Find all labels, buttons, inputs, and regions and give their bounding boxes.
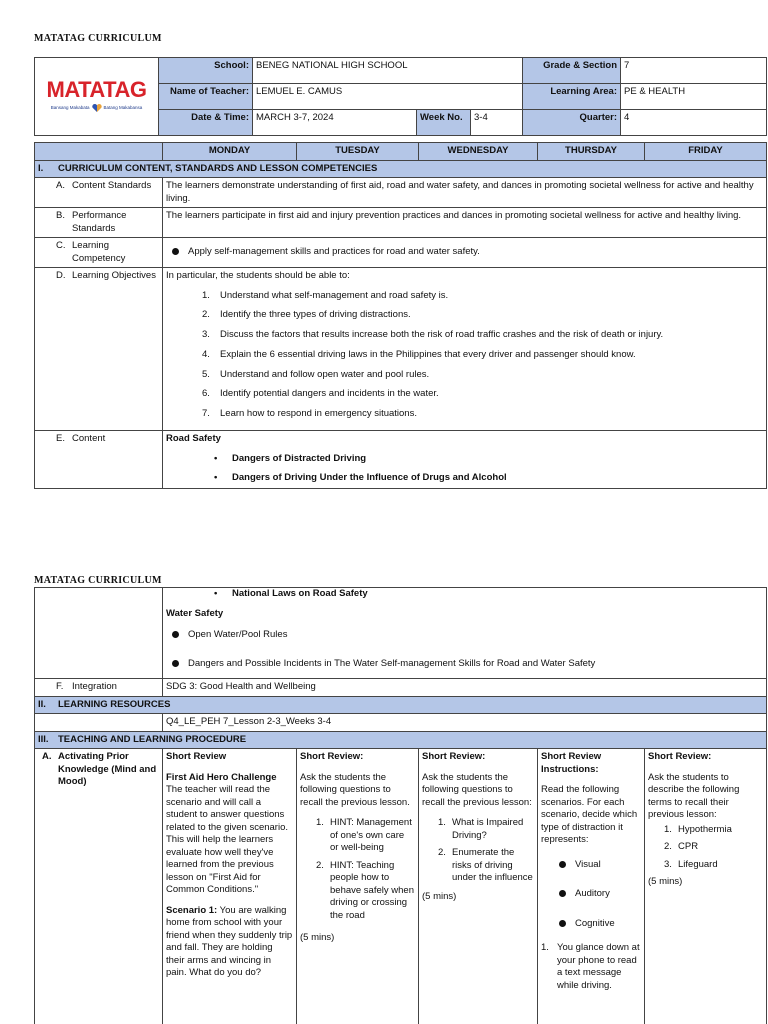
logo (35, 58, 159, 136)
teacher-label: Name of Teacher: (159, 84, 253, 110)
content-item: • Dangers of Distracted Driving (214, 452, 367, 464)
quarter-value: 4 (621, 110, 767, 136)
content-label: E. Content (35, 431, 163, 489)
performance-standards-text: The learners participate in first aid and injury prevention practices and dances in promoting societal wellness for active and healthy living. (163, 208, 767, 238)
section-heading: III. TEACHING AND LEARNING PROCEDURE (35, 731, 767, 749)
teacher-value: LEMUEL E. CAMUS (253, 84, 523, 110)
area-label: Learning Area: (523, 84, 621, 110)
curriculum-label: MATATAG CURRICULUM (34, 33, 162, 44)
school-label: School: (159, 58, 253, 84)
quarter-label: Quarter: (523, 110, 621, 136)
curriculum-label: MATATAG CURRICULUM (34, 575, 162, 586)
competency-text: Apply self-management skills and practices for road and water safety. (188, 246, 480, 258)
road-item: • National Laws on Road Safety (214, 588, 368, 599)
activating-monday: Short Review First Aid Hero Challenge The teacher will read the scenario and will call a student to answer questions related to the given scenario. This will help the learners evaluate how well they've learned from the previous lesson on "First Aid for Common Conditions." Scenario 1: You are walking home from school with your friend when they suddenly trip and fall. They are holding their arms and wincing in pain. What do you do? (163, 749, 297, 1024)
logo-wordmark: MATATAG (46, 76, 147, 102)
objectives-intro: In particular, the students should be able to: (166, 270, 350, 281)
objective-item: 6. Identify potential dangers and incidents in the water. (202, 388, 439, 400)
objectives-cell (163, 268, 767, 431)
performance-standards-label: B. Performance Standards (35, 208, 163, 238)
objectives-list (202, 290, 763, 421)
activating-label: A. Activating Prior Knowledge (Mind and Mood) (35, 749, 163, 1024)
date-value: MARCH 3-7, 2024 (253, 110, 417, 136)
activating-thursday: Short Review Instructions: Read the following scenarios. For each scenario, decide which type of distraction it represents: Visual Auditory Cognitive 1. You glance down at your phone to read a text message while driving. (538, 749, 645, 1024)
date-label: Date & Time: (159, 110, 253, 136)
content-item: • Dangers of Driving Under the Influence of Drugs and Alcohol (214, 472, 507, 484)
objective-item: 1. Understand what self-management and road safety is. (202, 289, 449, 301)
water-item: Dangers and Possible Incidents in The Water Self-management Skills for Road and Water Safety (170, 658, 763, 671)
day-friday: FRIDAY (645, 143, 767, 161)
school-value: BENEG NATIONAL HIGH SCHOOL (253, 58, 523, 84)
lesson-table-page1 (34, 142, 767, 489)
day-monday: MONDAY (163, 143, 297, 161)
activating-friday: Short Review: Ask the students to describe the following terms to recall their previous lesson: 1. Hypothermia 2. CPR 3. Lifeguard (5 mins) (645, 749, 767, 1024)
objective-item: 3. Discuss the factors that results increase both the risk of road traffic crashes and the risk of death or injury. (202, 329, 664, 341)
logo-tagline-right: Batang Makabansa (103, 104, 143, 110)
continued-content (163, 588, 767, 679)
water-item: Open Water/Pool Rules (170, 629, 763, 642)
continued-label (35, 588, 163, 679)
content-heading: Road Safety (166, 433, 221, 445)
objective-item: 7. Learn how to respond in emergency situations. (202, 408, 417, 420)
competency-label: C. Learning Competency (35, 238, 163, 268)
corner-cell (35, 143, 163, 161)
grade-label: Grade & Section (523, 58, 621, 84)
day-tuesday: TUESDAY (297, 143, 419, 161)
integration-text: SDG 3: Good Health and Wellbeing (163, 679, 767, 697)
logo-tagline-left: Bansang Makabata (50, 104, 90, 110)
day-thursday: THURSDAY (538, 143, 645, 161)
bullet-icon (172, 248, 179, 255)
day-wednesday: WEDNESDAY (419, 143, 538, 161)
activating-tuesday: Short Review: Ask the students the following questions to recall the previous lesson. 1. HINT: Management of one's own care or well-being 2. HINT: Teaching people how to behave safely when driving or crossing the road (5 mins) (297, 749, 419, 1024)
objectives-label: D. Learning Objectives (35, 268, 163, 431)
week-label: Week No. (417, 110, 471, 136)
lesson-table-page2 (34, 587, 767, 1024)
bullet-icon (559, 920, 566, 927)
content-standards-label: A. Content Standards (35, 178, 163, 208)
objective-item: 2. Identify the three types of driving distractions. (202, 309, 411, 321)
resource-label (35, 714, 163, 732)
content-standards-text: The learners demonstrate understanding of first aid, road and water safety, and dances in promoting societal wellness for active and healthy living. (163, 178, 767, 208)
resource-text: Q4_LE_PEH 7_Lesson 2-3_Weeks 3-4 (163, 714, 767, 732)
section-heading: II. LEARNING RESOURCES (35, 696, 767, 714)
header-table (34, 57, 767, 136)
objective-item: 4. Explain the 6 essential driving laws in the Philippines that every driver and passenger should know. (202, 348, 636, 360)
area-value: PE & HEALTH (621, 84, 767, 110)
bullet-icon (559, 861, 566, 868)
week-value: 3-4 (471, 110, 523, 136)
competency-cell (163, 238, 767, 268)
bullet-icon (172, 631, 179, 638)
heart-icon (92, 104, 102, 112)
integration-label: F. Integration (35, 679, 163, 697)
content-cell (163, 431, 767, 489)
water-heading: Water Safety (166, 607, 224, 619)
activating-wednesday: Short Review: Ask the students the following questions to recall the previous lesson: 1. What is Impaired Driving? 2. Enumerate the risks of driving under the influence (5 mins) (419, 749, 538, 1024)
bullet-icon (559, 890, 566, 897)
grade-value: 7 (621, 58, 767, 84)
bullet-icon (172, 660, 179, 667)
section-heading: I. CURRICULUM CONTENT, STANDARDS AND LESSON COMPETENCIES (35, 160, 767, 178)
objective-item: 5. Understand and follow open water and pool rules. (202, 368, 430, 380)
